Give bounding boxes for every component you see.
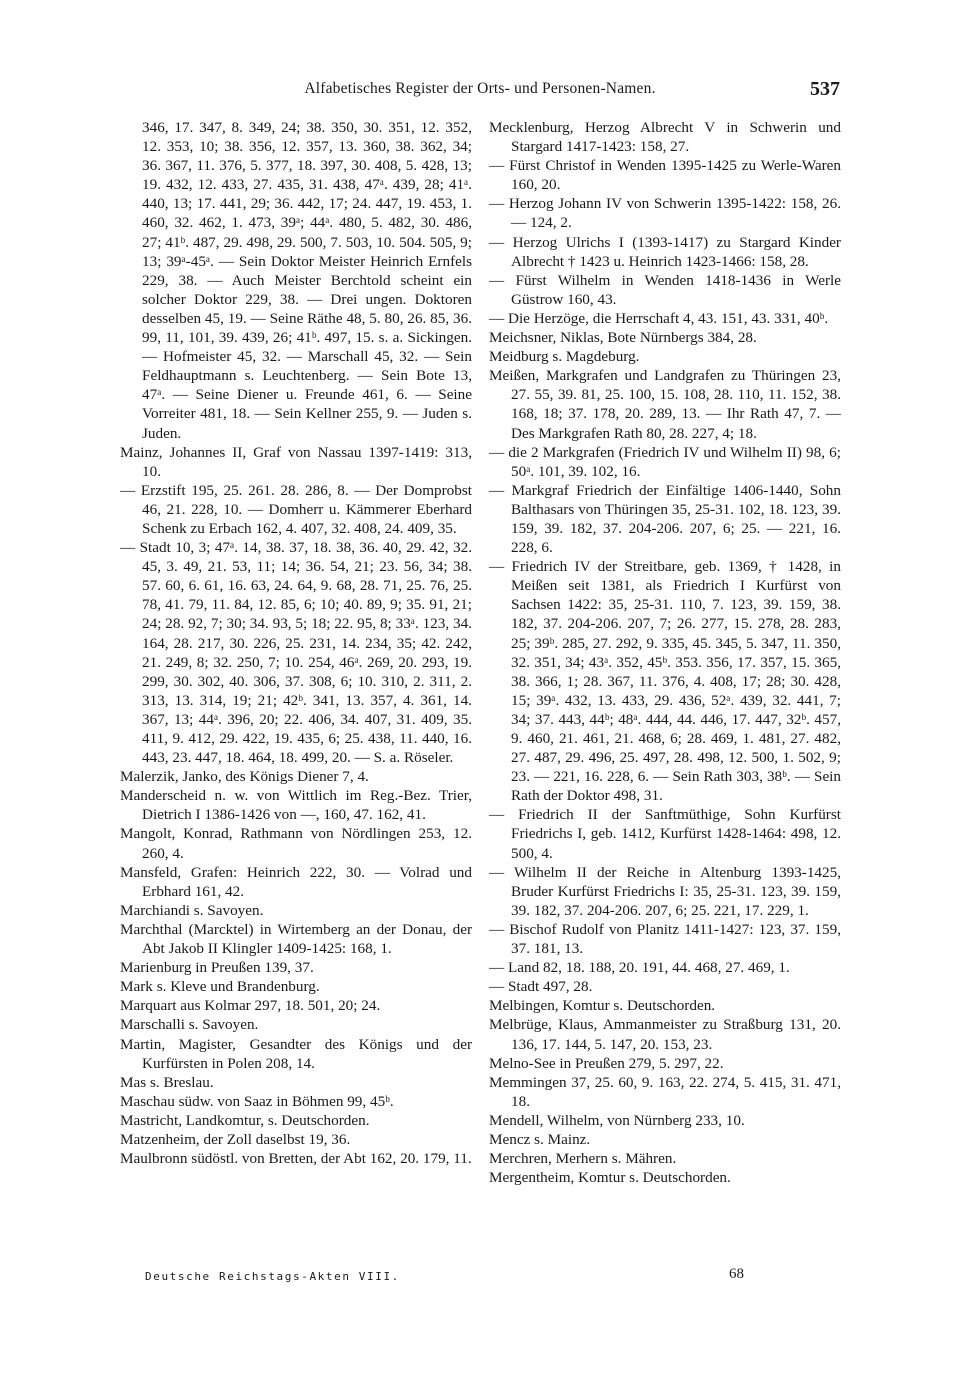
index-entry: — Herzog Johann IV von Schwerin 1395-1422: 158, 26. — 124, 2. (489, 195, 841, 232)
publication-signature: Deutsche Reichstags-Akten VIII. (145, 1270, 400, 1283)
index-entry: Mendell, Wilhelm, von Nürnberg 233, 10. (489, 1111, 745, 1129)
index-entry: Meißen, Markgrafen und Landgrafen zu Thüringen 23, 27. 55, 39. 81, 25. 100, 15. 108, 28. 110, 11. 152, 38. 168, 18; 37. 178, 20. 289, 13. — Ihr Rath 47, 7. — Des Markgrafen Rath 80, 28. 227, 4; 18. (489, 367, 841, 442)
index-entry: Manderscheid n. w. von Wittlich im Reg.-Bez. Trier, Dietrich I 1386-1426 von —, 160, 47. 162, 41. (120, 787, 472, 824)
page-header (120, 78, 840, 104)
index-entry: Marchthal (Marcktel) in Wirtemberg an der Donau, der Abt Jakob II Klingler 1409-1425: 168, 1. (120, 920, 472, 958)
index-entry: — Die Herzöge, die Herrschaft 4, 43. 151, 43. 331, 40ᵇ. (489, 309, 829, 327)
index-entry: Marschalli s. Savoyen. (120, 1016, 259, 1034)
index-entry: Mangolt, Konrad, Rathmann von Nördlingen 253, 12. 260, 4. (120, 825, 472, 862)
index-entry: Marchiandi s. Savoyen. (120, 901, 264, 919)
index-entry: Matzenheim, der Zoll daselbst 19, 36. (120, 1130, 351, 1148)
index-entry: — Fürst Wilhelm in Wenden 1418-1436 in Werle Güstrow 160, 43. (489, 271, 841, 308)
index-entry: — Wilhelm II der Reiche in Altenburg 1393-1425, Bruder Kurfürst Friedrichs I: 35, 25-31. 123, 39. 159, 39. 182, 37. 204-206. 207, 6; 25. 221, 17. 229, 1. (489, 863, 841, 919)
index-entry: — Fürst Christof in Wenden 1395-1425 zu Werle-Waren 160, 20. (489, 157, 841, 194)
index-entry: Mansfeld, Grafen: Heinrich 222, 30. — Volrad und Erbhard 161, 42. (120, 863, 472, 900)
index-entry: Mecklenburg, Herzog Albrecht V in Schwerin und Stargard 1417-1423: 158, 27. (489, 119, 841, 156)
index-entry: Mark s. Kleve und Brandenburg. (120, 978, 320, 996)
sheet-number: 68 (729, 1266, 744, 1282)
index-entry: Marienburg in Preußen 139, 37. (120, 959, 314, 977)
index-entry: Merchren, Merhern s. Mähren. (489, 1150, 677, 1168)
index-entry: Martin, Magister, Gesandter des Königs und der Kurfürsten in Polen 208, 14. (120, 1035, 472, 1072)
index-entry: — die 2 Markgrafen (Friedrich IV und Wilhelm II) 98, 6; 50ᵃ. 101, 39. 102, 16. (489, 443, 841, 480)
right-column (489, 118, 841, 1187)
index-entry: Melbrüge, Klaus, Ammanmeister zu Straßburg 131, 20. 136, 17. 144, 5. 147, 20. 153, 23. (489, 1016, 841, 1053)
index-entry: — Stadt 10, 3; 47ᵃ. 14, 38. 37, 18. 38, 36. 40, 29. 42, 32. 45, 3. 49, 21. 53, 11; 14; 36. 54, 21; 23. 56, 34; 38. 57. 60, 6. 61, 16. 63, 24. 64, 9. 68, 28. 71, 25. 76, 25. 78, 41. 79, 11. 84, 12. 85, 6; 10; 40. 89, 9; 35. 91, 21; 24; 28. 92, 7; 30; 34. 93, 5; 18; 22. 95, 8; 33ᵃ. 123, 34. 164, 28. 217, 30. 226, 25. 231, 14. 234, 35; 42. 242, 21. 249, 8; 32. 250, 7; 10. 254, 46ᵃ. 269, 20. 293, 19. 299, 30. 302, 40. 306, 37. 308, 6; 10. 310, 2. 311, 2. 313, 13. 314, 19; 21; 42ᵇ. 341, 13. 357, 4. 361, 14. 367, 13; 44ᵃ. 396, 20; 22. 406, 34. 407, 31. 409, 35. 411, 9. 412, 29. 422, 19. 435, 6; 25. 438, 11. 440, 16. 443, 23. 447, 18. 464, 18. 499, 20. — S. a. Röseler. (120, 539, 472, 767)
index-entry: — Stadt 497, 28. (489, 978, 593, 996)
index-entry: Mas s. Breslau. (120, 1073, 214, 1091)
page-number: 537 (810, 78, 840, 100)
index-entry: Melno-See in Preußen 279, 5. 297, 22. (489, 1054, 724, 1072)
index-entry: — Land 82, 18. 188, 20. 191, 44. 468, 27. 469, 1. (489, 959, 790, 977)
index-entry: — Herzog Ulrichs I (1393-1417) zu Stargard Kinder Albrecht † 1423 u. Heinrich 1423-1466: 158, 28. (489, 233, 841, 270)
index-entry: Meidburg s. Magdeburg. (489, 348, 640, 366)
left-column (120, 118, 472, 1168)
index-entry: — Erzstift 195, 25. 261. 28. 286, 8. — Der Domprobst 46, 21. 228, 10. — Domherr u. Kämmerer Eberhard Schenk zu Erbach 162, 4. 407, 32. 408, 24. 409, 35. (120, 481, 472, 537)
index-entry: Malerzik, Janko, des Königs Diener 7, 4. (120, 768, 369, 786)
index-entry: Mainz, Johannes II, Graf von Nassau 1397-1419: 313, 10. (120, 443, 472, 480)
index-entry: — Friedrich II der Sanftmüthige, Sohn Kurfürst Friedrichs I, geb. 1412, Kurfürst 1428-1464: 498, 12. 500, 4. (489, 806, 841, 862)
index-entry: Mastricht, Landkomtur, s. Deutschorden. (120, 1111, 370, 1129)
index-entry: Mencz s. Mainz. (489, 1130, 591, 1148)
index-entry: Marquart aus Kolmar 297, 18. 501, 20; 24. (120, 997, 381, 1015)
running-title: Alfabetisches Register der Orts- und Personen-Namen. (304, 80, 656, 97)
index-entry: Melbingen, Komtur s. Deutschorden. (489, 997, 716, 1015)
index-entry: Maulbronn südöstl. von Bretten, der Abt 162, 20. 179, 11. (120, 1150, 472, 1168)
index-entry: 346, 17. 347, 8. 349, 24; 38. 350, 30. 351, 12. 352, 12. 353, 10; 38. 356, 12. 357, 13. 360, 38. 362, 34; 36. 367, 11. 376, 5. 377, 18. 397, 30. 408, 5. 428, 13; 19. 432, 12. 433, 27. 435, 31. 438, 47ᵃ. 439, 28; 41ᵃ. 440, 13; 17. 441, 29; 36. 442, 17; 24. 447, 19. 453, 1. 460, 32. 462, 1. 473, 39ᵃ; 44ᵃ. 480, 5. 482, 30. 486, 27; 41ᵇ. 487, 29. 498, 29. 500, 7. 503, 10. 504. 505, 9; 13; 39ᵃ-45ᵃ. — Sein Doktor Meister Heinrich Ernfels 229, 38. — Auch Meister Berchtold scheint ein solcher Doktor 229, 38. — Drei ungen. Doktoren desselben 45, 19. — Seine Räthe 48, 5. 80, 26. 85, 36. 99, 11, 101, 39. 439, 26; 41ᵇ. 497, 15. s. a. Sickingen. — Hofmeister 45, 32. — Marschall 45, 32. — Sein Feldhauptmann s. Leuchtenberg. — Sein Bote 13, 47ᵃ. — Seine Diener u. Freunde 461, 6. — Seine Vorreiter 481, 18. — Sein Kellner 255, 9. — Juden s. Juden. (142, 119, 472, 442)
index-entry: Maschau südw. von Saaz in Böhmen 99, 45ᵇ. (120, 1092, 394, 1110)
index-entry: — Friedrich IV der Streitbare, geb. 1369, † 1428, in Meißen seit 1381, als Friedrich I Kurfürst von Sachsen 1422: 35, 25-31. 110, 7. 123, 39. 159, 38. 182, 37. 204-206. 207, 7; 26. 277, 15. 278, 28. 283, 25; 39ᵇ. 285, 27. 292, 9. 335, 45. 345, 5. 347, 11. 350, 32. 351, 34; 43ᵃ. 352, 45ᵇ. 353. 356, 17. 357, 15. 365, 38. 366, 1; 28. 367, 11. 376, 4. 408, 17; 28; 30. 428, 15; 39ᵃ. 432, 13. 433, 29. 436, 52ᵃ. 439, 32. 441, 7; 34; 37. 443, 44ᵇ; 48ᵃ. 444, 44. 446, 17. 447, 32ᵇ. 457, 9. 460, 21. 461, 21. 468, 6; 28. 469, 1. 481, 27. 482, 27. 487, 29. 496, 25. 497, 28. 498, 12. 500, 1. 502, 9; 23. — 221, 16. 228, 6. — Sein Rath 303, 38ᵇ. — Sein Rath der Doktor 498, 31. (489, 558, 841, 805)
index-entry: Meichsner, Niklas, Bote Nürnbergs 384, 28. (489, 329, 757, 347)
index-entry: Memmingen 37, 25. 60, 9. 163, 22. 274, 5. 415, 31. 471, 18. (489, 1073, 841, 1110)
index-entry: — Markgraf Friedrich der Einfältige 1406-1440, Sohn Balthasars von Thüringen 35, 25-31. 102, 18. 123, 39. 159, 39. 182, 37. 204-206. 207, 6; 25. — 221, 16. 228, 6. (489, 481, 841, 557)
index-entry: Mergentheim, Komtur s. Deutschorden. (489, 1169, 731, 1187)
index-entry: — Bischof Rudolf von Planitz 1411-1427: 123, 37. 159, 37. 181, 13. (489, 920, 841, 958)
